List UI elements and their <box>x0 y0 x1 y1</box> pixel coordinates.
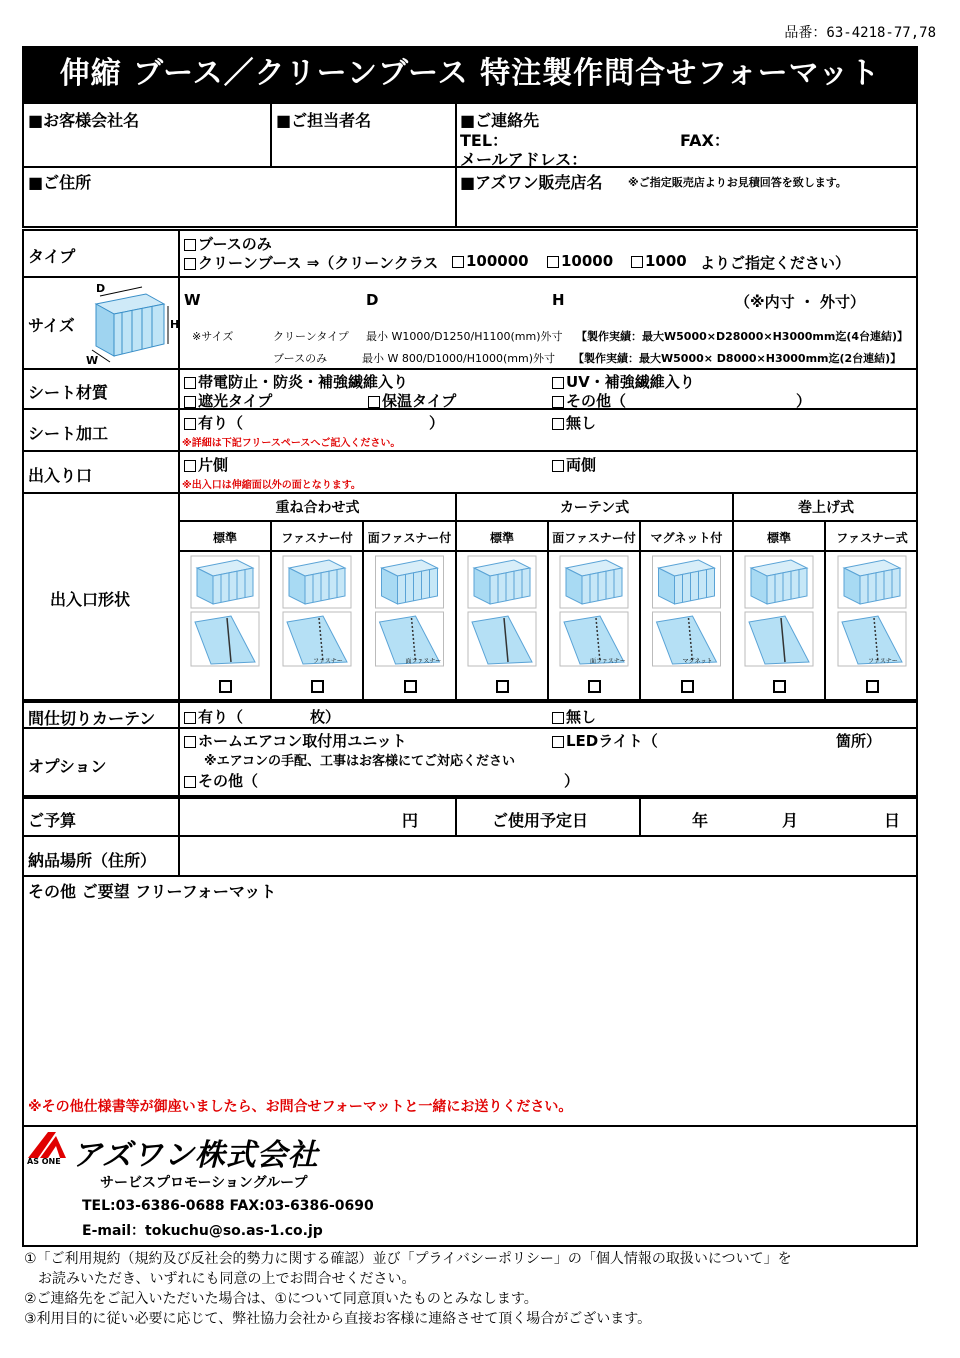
group-overlap: 重ね合わせ式 <box>275 500 360 516</box>
icon-label-h: H <box>170 318 180 331</box>
checkbox[interactable] <box>452 256 464 268</box>
checkbox[interactable] <box>547 256 559 268</box>
divider <box>22 450 918 452</box>
checkbox[interactable] <box>631 256 643 268</box>
options-label: オプション <box>28 757 107 776</box>
partition-option-no[interactable]: 無し <box>552 706 596 727</box>
entrance-cell-overlap-standard <box>180 552 270 701</box>
sheet-option-insulation[interactable]: 保温タイプ <box>368 390 456 411</box>
entrance-shape-checkbox[interactable] <box>404 680 417 693</box>
divider <box>22 408 918 410</box>
booth-entrance-illustration-icon <box>826 552 918 672</box>
partition-label: 間仕切りカーテン <box>28 709 156 728</box>
date-day: 日 <box>884 811 901 830</box>
footnote-1-cont: お読みいただき、いずれにも同意の上でお問合せください。 <box>24 1271 416 1287</box>
group-curtain: カーテン式 <box>559 500 630 516</box>
inner-outer-select[interactable]: （※内寸 ・ 外寸） <box>735 293 866 311</box>
free-format-box[interactable] <box>22 875 918 1127</box>
company-tel-fax: TEL:03-6386-0688 FAX:03-6386-0690 <box>82 1198 374 1214</box>
dealer-label: ■アズワン販売店名 <box>460 173 603 192</box>
booth-min-size: 最小 W 800/D1000/H1000(mm)外寸 <box>362 352 556 365</box>
type-overlap-zipper: ファスナー付 <box>281 531 353 545</box>
clean-type-label: クリーンタイプ <box>273 330 349 343</box>
company-name: アズワン株式会社 <box>72 1138 319 1173</box>
checkbox[interactable] <box>184 736 196 748</box>
divider <box>22 492 918 494</box>
date-year: 年 <box>692 811 709 830</box>
sheet-material-label: シート材質 <box>28 383 109 402</box>
type-label: タイプ <box>28 247 76 266</box>
divider <box>178 835 180 877</box>
booth-entrance-illustration-icon <box>180 552 270 672</box>
sheet-option-antistatic[interactable]: 帯電防止・防炎・補強繊維入り <box>184 371 408 392</box>
checkbox[interactable] <box>552 712 564 724</box>
processing-option-no[interactable]: 無し <box>552 412 596 433</box>
entrance-cell-overlap-velcro <box>364 552 455 701</box>
paren-close: ） <box>796 392 812 410</box>
email-label: メールアドレス： <box>460 150 588 169</box>
divider <box>455 102 457 228</box>
size-d-label: D <box>366 291 379 309</box>
clean-class-tail: よりご指定ください） <box>700 254 851 272</box>
clean-class-100000[interactable]: 100000 <box>452 252 529 270</box>
divider <box>178 727 180 797</box>
footnote-2: ②ご連絡先をご記入いただいた場合は、①について同意頂いたものとみなします。 <box>24 1291 538 1307</box>
checkbox[interactable] <box>184 239 196 251</box>
checkbox[interactable] <box>552 377 564 389</box>
divider <box>639 797 641 837</box>
footnote-3: ③利用目的に従い必要に応じて、弊社協力会社から直接お客様に連絡させて頂く場合がございます。 <box>24 1311 652 1327</box>
sheet-option-shading[interactable]: 遮光タイプ <box>184 390 272 411</box>
partition-unit: 枚） <box>310 708 341 726</box>
part-number: 品番：63-4218-77,78 <box>784 25 936 41</box>
illustration-caption: ファスナー <box>313 658 343 665</box>
entrance-shape-checkbox[interactable] <box>496 680 509 693</box>
divider <box>22 368 918 370</box>
checkbox[interactable] <box>184 712 196 724</box>
option-aircon-unit[interactable]: ホームエアコン取付用ユニット <box>184 730 407 751</box>
clean-class-1000[interactable]: 1000 <box>631 252 687 270</box>
free-format-note: ※その他仕様書等が御座いましたら、お問合せフォーマットと一緒にお送りください。 <box>28 1099 573 1115</box>
entrance-shape-label: 出入口形状 <box>50 590 131 609</box>
option-led-light[interactable]: LEDライト（ <box>552 730 658 751</box>
clean-class-10000[interactable]: 10000 <box>547 252 613 270</box>
clean-min-size: 最小 W1000/D1250/H1100(mm)外寸 <box>366 330 563 343</box>
sheet-option-uv[interactable]: UV・補強繊維入り <box>552 371 695 392</box>
checkbox[interactable] <box>184 377 196 389</box>
footnote-1: ①「ご利用規約（規約及び反社会的勢力に関する確認）並び「プライバシーポリシー」の「個人情報の取扱いについて」を <box>24 1251 792 1267</box>
type-curtain-standard: 標準 <box>489 531 514 545</box>
fax-label: FAX： <box>680 131 730 150</box>
type-option-booth[interactable]: ブースのみ <box>184 233 272 254</box>
checkbox[interactable] <box>184 418 196 430</box>
size-w-label: W <box>184 291 201 309</box>
checkbox[interactable] <box>552 396 564 408</box>
company-email[interactable]: E-mail：tokuchu@so.as-1.co.jp <box>82 1223 323 1239</box>
booth-entrance-illustration-icon <box>734 552 824 672</box>
sheet-option-other[interactable]: その他（ <box>552 390 626 411</box>
entrance-cell-curtain-velcro <box>549 552 639 701</box>
led-unit: 箇所） <box>836 732 882 750</box>
logo-mark-text: AS ONE <box>27 1157 61 1166</box>
entrance-shape-checkbox[interactable] <box>681 680 694 693</box>
divider <box>178 797 180 837</box>
processing-note: ※詳細は下記フリースペースへご記入ください。 <box>182 438 401 449</box>
sheet-processing-label: シート加工 <box>28 424 109 443</box>
contact-label: ■ご連絡先 <box>460 111 540 130</box>
delivery-row <box>22 835 918 877</box>
aircon-note: ※エアコンの手配、工事はお客様にてご対応ください <box>204 754 515 769</box>
icon-label-d: D <box>96 282 106 295</box>
size-label: サイズ <box>28 316 75 335</box>
type-rollup-standard: 標準 <box>766 531 791 545</box>
checkbox[interactable] <box>552 460 564 472</box>
entrance-shape-checkbox[interactable] <box>219 680 232 693</box>
group-rollup: 巻上げ式 <box>798 500 854 516</box>
size-note-label: ※サイズ <box>192 330 234 343</box>
entrance-cell-curtain-standard <box>457 552 547 701</box>
entrance-shape-checkbox[interactable] <box>311 680 324 693</box>
checkbox[interactable] <box>184 776 196 788</box>
booth-entrance-illustration-icon <box>549 552 639 672</box>
checkbox[interactable] <box>552 736 564 748</box>
divider <box>178 701 180 729</box>
free-format-label: その他 ご要望 フリーフォーマット <box>28 882 277 901</box>
booth-entrance-illustration-icon <box>641 552 732 672</box>
paren-close: ） <box>564 772 580 790</box>
type-option-clean[interactable]: クリーンブース ⇒（クリーンクラス <box>184 252 438 273</box>
paren-close: ） <box>429 414 445 432</box>
illustration-caption: ファスナー <box>868 658 898 665</box>
illustration-caption: 面ファスナー <box>590 658 626 665</box>
booth-entrance-illustration-icon <box>272 552 362 672</box>
address-label: ■ご住所 <box>28 173 92 192</box>
budget-label: ご予算 <box>28 811 77 830</box>
processing-option-yes[interactable]: 有り（ <box>184 412 243 433</box>
icon-label-w: W <box>86 354 99 367</box>
checkbox[interactable] <box>552 418 564 430</box>
entrance-cell-rollup-standard <box>734 552 824 701</box>
entrance-option-one-side[interactable]: 片側 <box>184 454 228 475</box>
entrance-cell-overlap-zipper <box>272 552 362 701</box>
entrance-cell-rollup-zipper <box>826 552 918 701</box>
type-overlap-standard: 標準 <box>212 531 237 545</box>
checkbox[interactable] <box>368 396 380 408</box>
divider <box>22 276 918 278</box>
booth-entrance-illustration-icon <box>364 552 455 672</box>
page-title: 伸縮 ブース／クリーンブース 特注製作問合せフォーマット <box>22 46 918 102</box>
size-h-label: H <box>552 291 565 309</box>
date-label: ご使用予定日 <box>492 811 589 830</box>
person-name-label: ■ご担当者名 <box>276 111 372 130</box>
checkbox[interactable] <box>184 396 196 408</box>
entrance-shape-checkbox[interactable] <box>588 680 601 693</box>
booth-size-icon <box>82 282 178 366</box>
clean-record: 【製作実績：最大W5000×D28000×H3000mm迄(4台連結)】 <box>576 330 909 343</box>
type-rollup-zipper: ファスナー式 <box>836 531 908 545</box>
company-name-label: ■お客様会社名 <box>28 111 140 130</box>
entrance-note: ※出入口は伸縮面以外の面となります。 <box>182 480 361 491</box>
divider <box>270 102 272 166</box>
entrance-shape-checkbox[interactable] <box>773 680 786 693</box>
booth-record: 【製作実績：最大W5000× D8000×H3000mm迄(2台連結)】 <box>573 352 902 365</box>
budget-unit: 円 <box>402 811 419 830</box>
illustration-caption: マグネット <box>682 658 713 665</box>
checkbox[interactable] <box>184 460 196 472</box>
company-group: サービスプロモーショングループ <box>100 1175 308 1191</box>
type-curtain-magnet: マグネット付 <box>650 531 723 545</box>
partition-option-yes[interactable]: 有り（ <box>184 706 243 727</box>
divider <box>455 797 457 837</box>
delivery-label: 納品場所（住所） <box>28 851 157 870</box>
checkbox[interactable] <box>184 258 196 270</box>
dealer-note: ※ご指定販売店よりお見積回答を致します。 <box>628 176 847 189</box>
booth-entrance-illustration-icon <box>457 552 547 672</box>
date-month: 月 <box>782 811 799 830</box>
entrance-shape-checkbox[interactable] <box>866 680 879 693</box>
partition-row <box>22 701 918 729</box>
booth-type-label: ブースのみ <box>273 352 328 365</box>
entrance-cell-curtain-magnet <box>641 552 732 701</box>
entrance-option-both-sides[interactable]: 両側 <box>552 454 596 475</box>
type-overlap-velcro: 面ファスナー付 <box>367 531 452 545</box>
entrance-label: 出入り口 <box>28 466 93 485</box>
option-other[interactable]: その他（ <box>184 770 258 791</box>
illustration-caption: 面ファスナー <box>405 658 442 665</box>
type-curtain-velcro: 面ファスナー付 <box>552 531 636 545</box>
tel-label: TEL： <box>460 131 509 150</box>
